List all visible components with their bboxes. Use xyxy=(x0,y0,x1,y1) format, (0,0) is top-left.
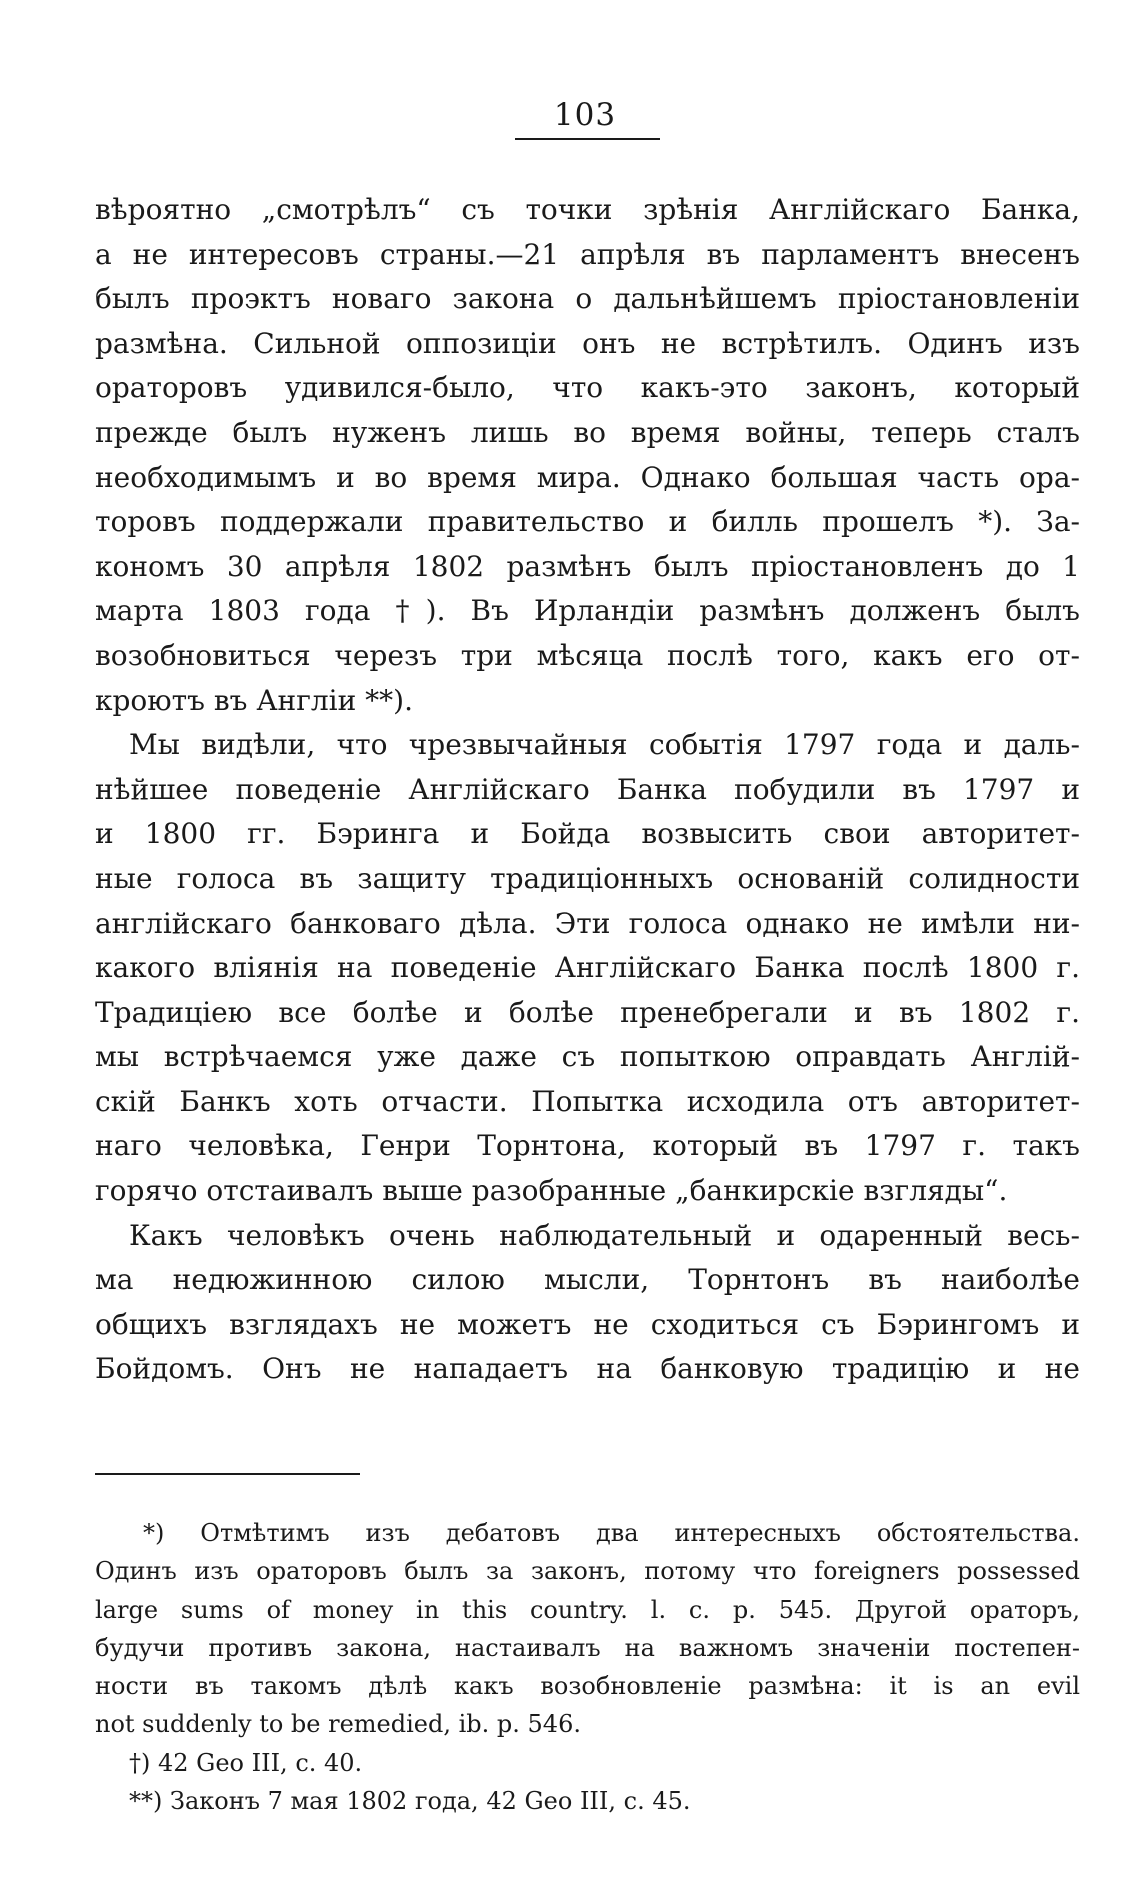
body-line: нѣйшее поведеніе Англійскаго Банка побудили въ 1797 и xyxy=(95,772,1080,806)
body-line: англійскаго банковаго дѣла. Эти голоса однако не имѣли ни- xyxy=(95,906,1080,940)
body-line: размѣна. Сильной оппозиціи онъ не встрѣтилъ. Одинъ изъ xyxy=(95,326,1080,360)
body-line: какого вліянія на поведеніе Англійскаго Банка послѣ 1800 г. xyxy=(95,951,1080,985)
footnote-line: Одинъ изъ ораторовъ былъ за законъ, потому что foreigners possessed xyxy=(95,1557,1080,1586)
body-line: вѣроятно „смотрѣлъ“ съ точки зрѣнія Англійскаго Банка, xyxy=(95,193,1080,226)
body-line: возобновиться черезъ три мѣсяца послѣ того, какъ его от- xyxy=(95,638,1080,672)
body-line: кроютъ въ Англіи **). xyxy=(95,683,414,717)
page-number: 103 xyxy=(553,97,617,133)
body-line: Мы видѣли, что чрезвычайныя событія 1797 года и даль- xyxy=(129,728,1080,762)
footnote-separator xyxy=(95,1473,360,1475)
footnotes xyxy=(95,1514,1080,1820)
body-line: марта 1803 года †). Въ Ирландіи размѣнъ долженъ былъ xyxy=(95,594,1080,628)
body-line: Бойдомъ. Онъ не нападаетъ на банковую традицію и не xyxy=(95,1352,1080,1386)
body-line: ма недюжинною силою мысли, Торнтонъ въ наиболѣе xyxy=(95,1263,1080,1297)
body-line: и 1800 гг. Бэринга и Бойда возвысить свои авторитет- xyxy=(95,817,1080,851)
body-line: торовъ поддержали правительство и билль прошелъ *). За- xyxy=(95,505,1080,539)
body-line: прежде былъ нуженъ лишь во время войны, теперь сталъ xyxy=(95,415,1080,449)
body-line: былъ проэктъ новаго закона о дальнѣйшемъ пріостановленіи xyxy=(95,282,1080,316)
footnote-line: large sums of money in this country. l. c. p. 545. Другой ораторъ, xyxy=(95,1595,1080,1624)
body-line: а не интересовъ страны.—21 апрѣля въ парламентъ внесенъ xyxy=(95,237,1080,271)
footnote-line: *) Отмѣтимъ изъ дебатовъ два интересныхъ обстоятельства. xyxy=(143,1519,1080,1547)
body-line: ные голоса въ защиту традиціонныхъ основаній солидности xyxy=(95,861,1080,895)
footnote-line: not suddenly to be remedied, ib. p. 546. xyxy=(95,1710,581,1739)
footnote-line: †) 42 Geo III, c. 40. xyxy=(129,1748,363,1777)
body-line: скій Банкъ хоть отчасти. Попытка исходила отъ авторитет- xyxy=(95,1084,1080,1118)
body-line: Традиціею все болѣе и болѣе пренебрегали и въ 1802 г. xyxy=(95,995,1080,1029)
body-line: Какъ человѣкъ очень наблюдательный и одаренный весь- xyxy=(129,1218,1080,1252)
body-line: кономъ 30 апрѣля 1802 размѣнъ былъ пріостановленъ до 1 xyxy=(95,549,1080,583)
body-text xyxy=(95,188,1080,1392)
footnote-line: ности въ такомъ дѣлѣ какъ возобновленіе размѣна: it is an evil xyxy=(95,1672,1080,1701)
body-line: ораторовъ удивился-было, что какъ-это законъ, который xyxy=(95,371,1080,405)
body-line: наго человѣка, Генри Торнтона, который въ 1797 г. такъ xyxy=(95,1129,1080,1163)
body-line: общихъ взглядахъ не можетъ не сходиться съ Бэрингомъ и xyxy=(95,1307,1080,1341)
page-number-rule xyxy=(515,138,660,140)
footnote-line: будучи противъ закона, настаивалъ на важномъ значеніи постепен- xyxy=(95,1633,1080,1662)
footnote-line: **) Законъ 7 мая 1802 года, 42 Geo III, c. 45. xyxy=(129,1787,691,1816)
body-line: необходимымъ и во время мира. Однако большая часть ора- xyxy=(95,460,1080,494)
body-line: горячо отстаивалъ выше разобранные „банкирскіе взгляды“. xyxy=(95,1174,1008,1208)
body-line: мы встрѣчаемся уже даже съ попыткою оправдать Англій- xyxy=(95,1040,1080,1074)
